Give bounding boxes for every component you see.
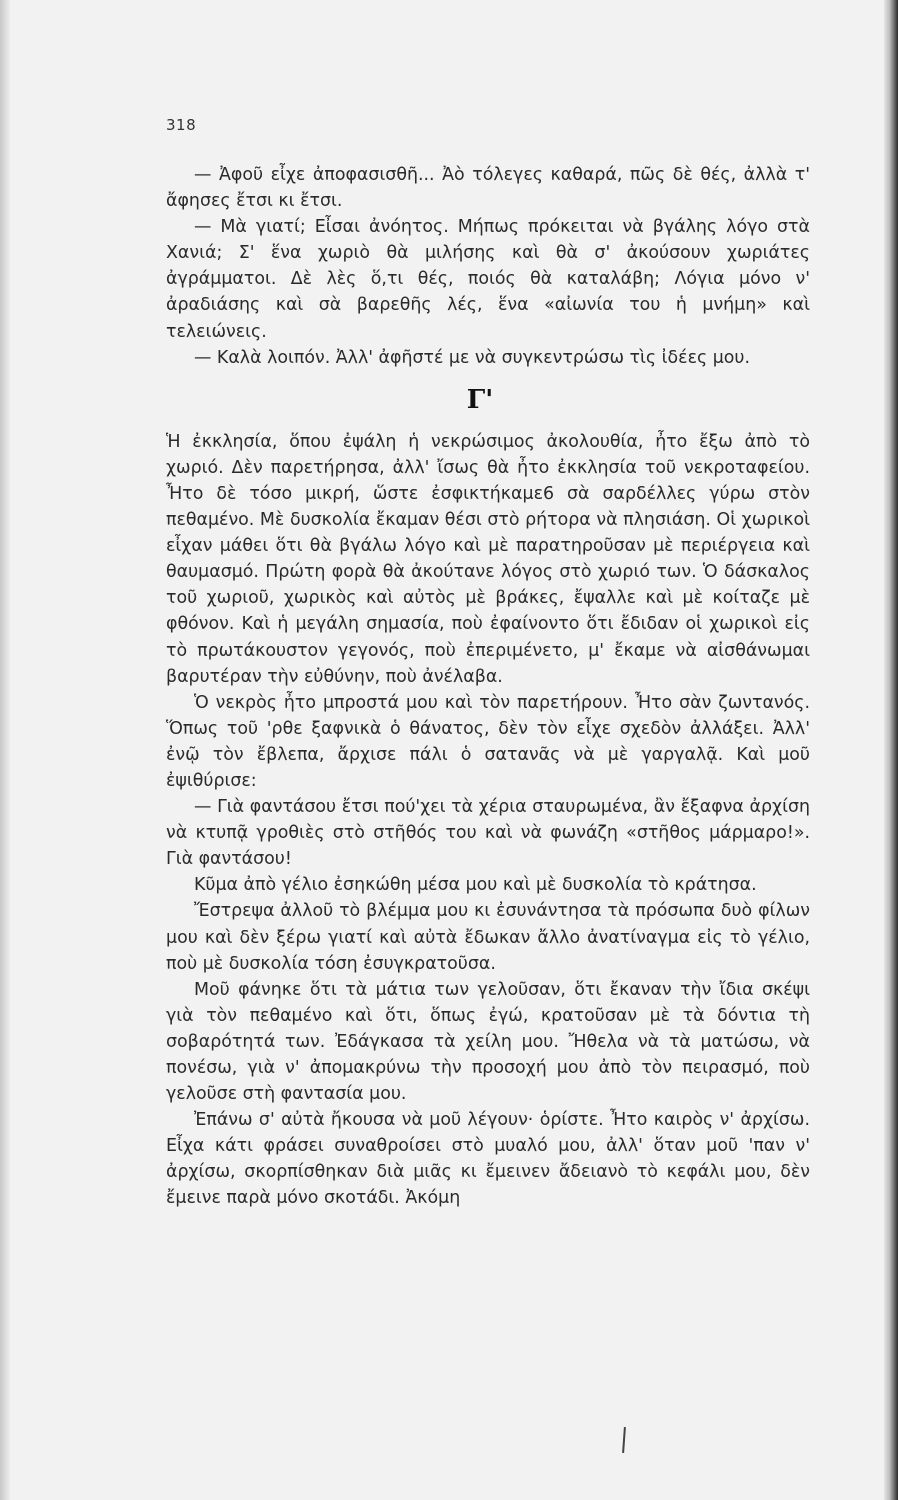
paragraph: — Καλὰ λοιπόν. Ἀλλ' ἀφῆστέ με νὰ συγκεντρώσω τὶς ἰδέες μου. xyxy=(194,347,750,368)
paragraph: — Γιὰ φαντάσου ἔτσι πού'χει τὰ χέρια σταυρωμένα, ἂν ἔξαφνα ἀρχίση νὰ κτυπᾷ γροθιὲς στὸ στῆθός του καὶ νὰ φωνάζη «στῆθος μάρμαρο!». Γιὰ φαντάσου! xyxy=(166,797,810,870)
pencil-mark xyxy=(622,1427,626,1453)
paragraph: Ἡ ἐκκλησία, ὅπου ἐψάλη ἡ νεκρώσιμος ἀκολουθία, ἦτο ἔξω ἀπὸ τὸ χωριό. Δὲν παρετήρησα, ἀλλ' ἴσως θὰ ἦτο ἐκκλησία τοῦ νεκροταφείου. Ἦτο δὲ τόσο μικρή, ὥστε ἐσφικτήκαμε6 σὰ σαρδέλλες γύρω στὸν πεθαμένο. Μὲ δυσκολία ἔκαμαν θέσι στὸ ρήτορα νὰ πλησιάση. Οἱ χωρικοὶ εἶχαν μάθει ὅτι θὰ βγάλω λόγο καὶ μὲ παρατηροῦσαν μὲ περιέργεια καὶ θαυμασμό. Πρώτη φορὰ θὰ ἀκούτανε λόγος στὸ χωριό των. Ὁ δάσκαλος τοῦ χωριοῦ, χωρικὸς καὶ αὐτὸς μὲ βράκες, ἔψαλλε καὶ μὲ κοίταζε μὲ φθόνον. Καὶ ἡ μεγάλη σημασία, ποὺ ἐφαίνοντο ὅτι ἔδιδαν οἱ χωρικοὶ εἰς τὸ πρωτάκουστον γεγονός, ποὺ ἐπεριμένετο, μ' ἔκαμε νὰ αἰσθάνωμαι βαρυτέραν τὴν εὐθύνην, ποὺ ἀνέλαβα. xyxy=(166,431,810,687)
paragraph: Μοῦ φάνηκε ὅτι τὰ μάτια των γελοῦσαν, ὅτι ἔκαναν τὴν ἴδια σκέψι γιὰ τὸν πεθαμένο καὶ ὅτι, ὅπως ἐγώ, κρατοῦσαν μὲ τὰ δόντια τὴ σοβαρότητά των. Ἐδάγκασα τὰ χείλη μου. Ἤθελα νὰ τὰ ματώσω, νὰ πονέσω, γιὰ ν' ἀπομακρύνω τὴν προσοχή μου ἀπὸ τὸν πειρασμό, ποὺ γελοῦσε στὴ φαντασία μου. xyxy=(166,979,810,1105)
paragraph: Ἐπάνω σ' αὐτὰ ἤκουσα νὰ μοῦ λέγουν· ὁρίστε. Ἦτο καιρὸς ν' ἀρχίσω. Εἶχα κάτι φράσει συναθροίσει στὸ μυαλό μου, ἀλλ' ὅταν μοῦ 'παν ν' ἀρχίσω, σκορπίσθηκαν διὰ μιᾶς κι ἔμεινεν ἄδειανὸ τὸ κεφάλι μου, δὲν ἔμεινε παρὰ μόνο σκοτάδι. Ἀκόμη xyxy=(166,1110,810,1209)
paragraph: — Ἀφοῦ εἶχε ἀποφασισθῆ... Ἀὸ τόλεγες καθαρά, πῶς δὲ θές, ἀλλὰ τ' ἄφησες ἔτσι κι ἔτσι. xyxy=(166,165,810,212)
page-edge-shadow xyxy=(884,0,898,1500)
paragraph: Ὁ νεκρὸς ἦτο μπροστά μου καὶ τὸν παρετήρουν. Ἦτο σὰν ζωντανός. Ὅπως τοῦ 'ρθε ξαφνικὰ ὁ θάνατος, δὲν τὸν εἶχε σχεδὸν ἀλλάξει. Ἀλλ' ἐνῷ τὸν ἔβλεπα, ἄρχισε πάλι ὁ σατανᾶς νὰ μὲ γαργαλᾷ. Καὶ μοῦ ἐψιθύρισε: xyxy=(166,692,810,791)
paragraph: Κῦμα ἀπὸ γέλιο ἐσηκώθη μέσα μου καὶ μὲ δυσκολία τὸ κράτησα. xyxy=(194,875,757,896)
section-heading: Γ' xyxy=(466,384,494,415)
page-number: 318 xyxy=(166,116,197,134)
paragraph: Ἔστρεψα ἀλλοῦ τὸ βλέμμα μου κι ἐσυνάντησα τὰ πρόσωπα δυὸ φίλων μου καὶ δὲν ξέρω γιατί καὶ αὐτὰ ἔδωκαν ἄλλο ἀνατίναγμα εἰς τὸ γέλιο, ποὺ μὲ δυσκολία τόση ἐσυγκρατοῦσα. xyxy=(166,901,810,974)
paragraph: — Μὰ γιατί; Εἶσαι ἀνόητος. Μήπως πρόκειται νὰ βγάλης λόγο στὰ Χανιά; Σ' ἕνα χωριὸ θὰ μιλήσης καὶ θὰ σ' ἀκούσουν χωριάτες ἀγράμματοι. Δὲ λὲς ὅ,τι θές, ποιός θὰ καταλάβη; Λόγια μόνο ν' ἀραδιάσης καὶ σὰ βαρεθῆς λές, ἕνα «αἰωνία του ἡ μνήμη» καὶ τελειώνεις. xyxy=(166,217,810,342)
page-gutter-shadow xyxy=(0,0,10,1500)
page-text xyxy=(166,162,810,1212)
